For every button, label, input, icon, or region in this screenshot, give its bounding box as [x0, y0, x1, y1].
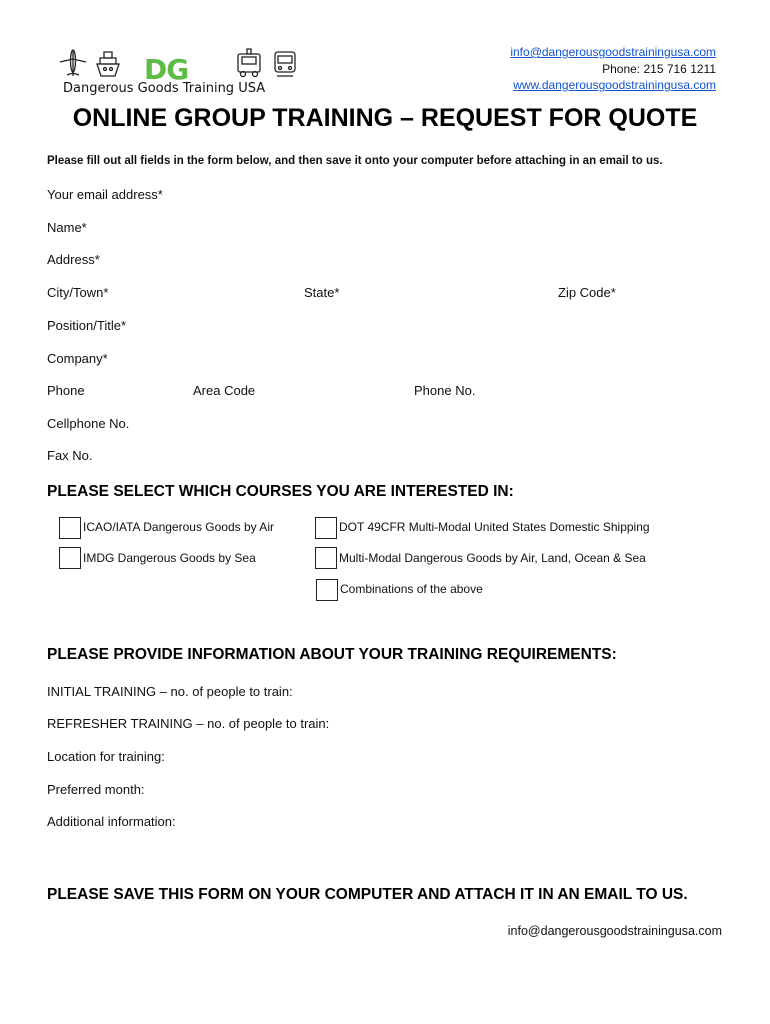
area-code-field-label[interactable]: Area Code — [193, 383, 256, 398]
imdg-checkbox[interactable] — [59, 547, 81, 569]
initial-training-field-label[interactable]: INITIAL TRAINING – no. of people to train: — [47, 684, 293, 699]
contact-phone: Phone: 215 716 1211 — [602, 61, 716, 76]
contact-info — [510, 44, 716, 94]
intro-text: Please fill out all fields in the form below, and then save it onto your computer before attaching in an email to us. — [47, 155, 663, 167]
logo-text: Dangerous Goods Training USA — [63, 81, 266, 96]
combinations-checkbox[interactable] — [316, 579, 338, 601]
footer-email: info@dangerousgoodstrainingusa.com — [507, 924, 722, 938]
requirements-heading: PLEASE PROVIDE INFORMATION ABOUT YOUR TRAINING REQUIREMENTS: — [47, 646, 617, 663]
phone-no-field-label[interactable]: Phone No. — [414, 383, 476, 398]
page-title: ONLINE GROUP TRAINING – REQUEST FOR QUOTE — [72, 104, 698, 132]
multi-modal-checkbox[interactable] — [315, 547, 337, 569]
train-icon — [270, 48, 300, 80]
multi-modal-label: Multi-Modal Dangerous Goods by Air, Land, Ocean & Sea — [339, 551, 646, 565]
dot-49cfr-label: DOT 49CFR Multi-Modal United States Domestic Shipping — [339, 520, 650, 534]
additional-info-field-label[interactable]: Additional information: — [47, 814, 176, 829]
name-field-label[interactable]: Name* — [47, 220, 87, 235]
save-form-note: PLEASE SAVE THIS FORM ON YOUR COMPUTER AND ATTACH IT IN AN EMAIL TO US. — [47, 886, 688, 903]
imdg-label: IMDG Dangerous Goods by Sea — [83, 551, 256, 565]
preferred-month-field-label[interactable]: Preferred month: — [47, 782, 145, 797]
refresher-training-field-label[interactable]: REFRESHER TRAINING – no. of people to train: — [47, 716, 330, 731]
combinations-label: Combinations of the above — [340, 582, 483, 596]
zip-field-label[interactable]: Zip Code* — [558, 285, 616, 300]
courses-heading: PLEASE SELECT WHICH COURSES YOU ARE INTERESTED IN: — [47, 483, 514, 500]
position-field-label[interactable]: Position/Title* — [47, 318, 126, 333]
icao-iata-label: ICAO/IATA Dangerous Goods by Air — [83, 520, 274, 534]
website-link[interactable]: www.dangerousgoodstrainingusa.com — [513, 78, 716, 92]
company-field-label[interactable]: Company* — [47, 351, 108, 366]
company-logo — [58, 48, 308, 100]
airplane-icon — [58, 48, 88, 80]
state-field-label[interactable]: State* — [304, 285, 340, 300]
address-field-label[interactable]: Address* — [47, 252, 100, 267]
phone-label: Phone — [47, 383, 85, 398]
icao-iata-checkbox[interactable] — [59, 517, 81, 539]
ship-icon — [94, 48, 122, 80]
truck-icon — [234, 48, 264, 80]
city-field-label[interactable]: City/Town* — [47, 285, 109, 300]
cellphone-field-label[interactable]: Cellphone No. — [47, 416, 130, 431]
email-field-label[interactable]: Your email address* — [47, 187, 163, 202]
contact-email-link[interactable]: info@dangerousgoodstrainingusa.com — [510, 45, 716, 59]
dg-mark: DG — [144, 53, 189, 86]
dot-49cfr-checkbox[interactable] — [315, 517, 337, 539]
fax-field-label[interactable]: Fax No. — [47, 448, 93, 463]
location-field-label[interactable]: Location for training: — [47, 749, 165, 764]
